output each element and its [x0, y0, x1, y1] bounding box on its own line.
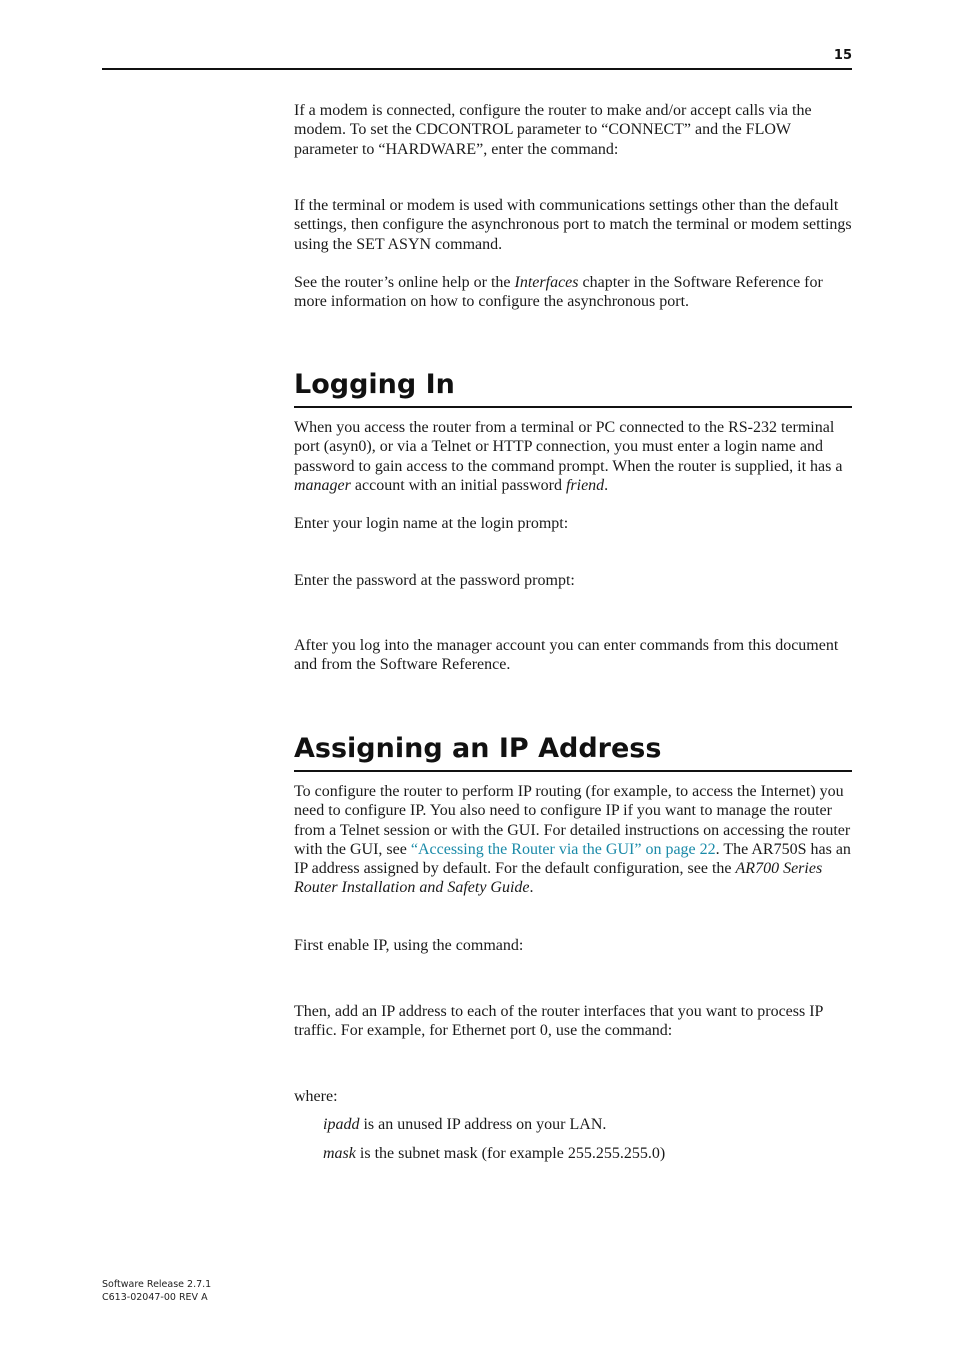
italic-term: Interfaces	[514, 274, 579, 291]
footer	[102, 1279, 211, 1304]
login-intro-paragraph	[294, 418, 852, 495]
text-run: chapter in the Software Reference for more information on how to configure the asynchronous port.	[294, 274, 823, 311]
header-rule	[102, 68, 852, 70]
where-label: where:	[294, 1088, 338, 1105]
login-name-paragraph: Enter your login name at the login prompt:	[294, 515, 569, 532]
ipadd-definition	[323, 1115, 852, 1134]
password-paragraph: Enter the password at the password prompt:	[294, 572, 575, 589]
enable-ip-paragraph: First enable IP, using the command:	[294, 937, 524, 954]
heading-rule	[294, 770, 852, 772]
heading-rule	[294, 406, 852, 408]
text-run: See the router’s online help or the	[294, 274, 515, 291]
italic-term: mask	[323, 1145, 356, 1162]
footer-release: Software Release 2.7.1	[102, 1279, 212, 1290]
text-run: account with an initial password	[350, 476, 566, 494]
footer-doc-number: C613-02047-00 REV A	[102, 1291, 208, 1303]
mask-definition	[323, 1144, 852, 1163]
text-run: . The AR750S has an IP address assigned by default. For the default configuration, see the	[294, 840, 851, 878]
comm-settings-paragraph: If the terminal or modem is used with communications settings other than the default settings, then configure the asynchronous port to match the terminal or modem settings using the SET ASYN command.	[294, 197, 852, 253]
modem-paragraph: If a modem is connected, configure the router to make and/or accept calls via the modem. To set the CDCONTROL parameter to “CONNECT” and the FLOW parameter to “HARDWARE”, enter the command:	[294, 102, 812, 158]
italic-term: ipadd	[323, 1116, 360, 1133]
italic-term: manager	[294, 476, 351, 494]
text-run: .	[604, 476, 609, 494]
ip-intro-paragraph	[294, 782, 852, 898]
text-run: To configure the router to perform IP routing (for example, to access the Internet) you need to configure IP. You also need to configure IP if you want to manage the router from a Telnet session or with the GUI. For detailed instructions on accessing the router with the GUI, see	[294, 783, 851, 858]
page-number: 15	[833, 48, 852, 63]
text-run: .	[529, 879, 534, 897]
section-heading-assigning-ip: Assigning an IP Address	[294, 733, 662, 764]
after-login-paragraph: After you log into the manager account you can enter commands from this document and from the Software Reference.	[294, 637, 839, 674]
italic-term: AR700 Series Router Installation and Safety Guide	[294, 860, 823, 897]
section-heading-logging-in: Logging In	[294, 369, 455, 400]
text-run: is an unused IP address on your LAN.	[359, 1116, 607, 1133]
add-ip-paragraph: Then, add an IP address to each of the router interfaces that you want to process IP traffic. For example, for Ethernet port 0, use the command:	[294, 1003, 823, 1040]
text-run: When you access the router from a terminal or PC connected to the RS-232 terminal port (asyn0), or via a Telnet or HTTP connection, you must enter a login name and password to gain access to the command prompt. When the router is supplied, it has a	[294, 419, 843, 475]
text-run: is the subnet mask (for example 255.255.255.0)	[355, 1145, 666, 1162]
italic-term: friend	[565, 476, 605, 494]
online-help-paragraph	[294, 273, 852, 312]
cross-reference-link[interactable]: “Accessing the Router via the GUI” on page 22	[410, 840, 716, 858]
